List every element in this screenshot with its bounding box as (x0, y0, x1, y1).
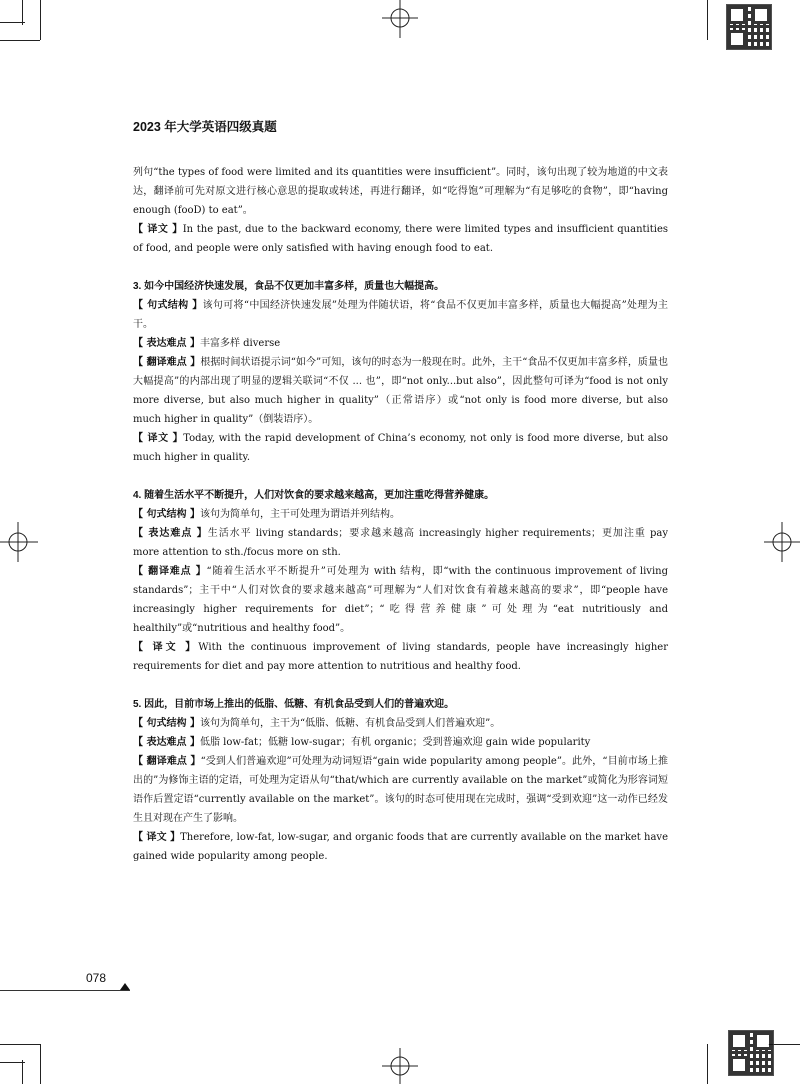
paragraph: 【 翻译难点 】“受到人们普遍欢迎”可处理为动词短语“gain wide popularity among people”。此外，“目前市场上推出的”为修饰主语的定语，可处理为定语从句“that/which are currently available on the market”或简化为形容词短语作后置定语“currently available on the market”。该句的时态可使用现在完成时，强调“受到欢迎”这一动作已经发生且对现在产生了影响。 (133, 756, 668, 824)
translation-paragraph: 【 译文 】Therefore, low-fat, low-sugar, and organic foods that are currently available on the market have gained wide popularity among people. (133, 832, 668, 862)
translation-paragraph: 【 译文 】Today, with the rapid development of China’s economy, not only is food more diverse, but also much higher in quality. (133, 433, 669, 463)
section-tag: 【 翻译难点 】 (133, 357, 201, 368)
crop-mark (0, 22, 25, 23)
paragraph: 【 翻译难点 】“随着生活水平不断提升”可处理为 with 结构，即“with the continuous improvement of living standards”；主干中“人们对饮食的要求越来越高”可理解为“人们对饮食有着越来越高的要求”，即“people have increasingly higher requirements for diet”；“吃得营养健康”可处理为“eat nutritiously and healthily”或“nutritious and healthy food”。 (133, 566, 668, 634)
page-number: 078 (86, 971, 107, 985)
qr-code-icon (726, 4, 772, 50)
section-tag: 【 表达难点 】 (133, 528, 208, 539)
crop-mark (707, 0, 708, 40)
paragraph: 【 句式结构 】该句可将“中国经济快速发展”处理为伴随状语，将“食品不仅更加丰富多样，质量也大幅提高”处理为主干。 (133, 300, 669, 330)
section-tag: 【 句式结构 】 (133, 509, 200, 520)
paragraph: 列句“the types of food were limited and its quantities were insufficient”。同时，该句出现了较为地道的中文表达，翻译前可先对原文进行核心意思的提取或转述，再进行翻译，如“吃得饱”可理解为“有足够吃的食物”，即“having enough (fooD) to eat”。 (133, 167, 668, 216)
section-tag: 【 译文 】 (133, 433, 184, 444)
section-tag: 【 译文 】 (133, 224, 183, 235)
crop-mark (0, 40, 40, 41)
section-tag: 【 译文 】 (133, 832, 181, 843)
page-content (133, 163, 668, 866)
crop-mark (707, 1044, 708, 1084)
crop-mark (0, 1044, 40, 1045)
question-heading: 3. 如今中国经济快速发展，食品不仅更加丰富多样，质量也大幅提高。 (133, 281, 445, 292)
section-tag: 【 表达难点 】 (133, 338, 200, 349)
paragraph: 【 表达难点 】丰富多样 diverse (133, 338, 281, 349)
qr-code-icon (728, 1030, 774, 1076)
page-title: 2023 年大学英语四级真题 (133, 120, 277, 134)
question-heading: 5. 因此，目前市场上推出的低脂、低糖、有机食品受到人们的普遍欢迎。 (133, 699, 455, 710)
section-tag: 【 句式结构 】 (133, 718, 200, 729)
triangle-icon (120, 983, 130, 990)
paragraph: 【 句式结构 】该句为简单句，主干可处理为谓语并列结构。 (133, 509, 400, 520)
footer-rule (0, 990, 130, 991)
section-tag: 【 译文 】 (133, 642, 199, 653)
registration-mark-icon (0, 520, 40, 564)
paragraph: 【 翻译难点 】根据时间状语提示词“如今”可知，该句的时态为一般现在时。此外，主干“食品不仅更加丰富多样，质量也大幅提高”的内部出现了明显的逻辑关联词“不仅 ... 也”，即“not only...but also”，因此整句可译为“food is not only more diverse, but also much higher in quality”（正常语序）或“not only is food more diverse, but also much higher in quality”（倒装语序）。 (133, 357, 668, 425)
paragraph: 【 表达难点 】低脂 low-fat；低糖 low-sugar；有机 organic；受到普遍欢迎 gain wide popularity (133, 737, 591, 748)
registration-mark-icon (380, 1046, 420, 1084)
section-tag: 【 表达难点 】 (133, 737, 200, 748)
crop-mark (40, 1044, 41, 1084)
crop-mark (22, 1060, 23, 1084)
registration-mark-icon (380, 0, 420, 40)
crop-mark (40, 0, 41, 40)
paragraph: 【 句式结构 】该句为简单句，主干为“低脂、低糖、有机食品受到人们普遍欢迎”。 (133, 718, 501, 729)
question-heading: 4. 随着生活水平不断提升，人们对饮食的要求越来越高，更加注重吃得营养健康。 (133, 490, 495, 501)
section-tag: 【 翻译难点 】 (133, 566, 207, 577)
translation-paragraph: 【 译文 】With the continuous improvement of living standards, people have increasingly higher requirements for diet and pay more attention to nutritious and healthy food. (133, 642, 668, 672)
registration-mark-icon (762, 520, 800, 564)
section-tag: 【 翻译难点 】 (133, 756, 201, 767)
paragraph: 【 表达难点 】生活水平 living standards；要求越来越高 increasingly higher requirements；更加注重 pay more attention to sth./focus more on sth. (133, 528, 668, 558)
crop-mark (0, 1062, 25, 1063)
section-tag: 【 句式结构 】 (133, 300, 203, 311)
translation-paragraph: 【 译文 】In the past, due to the backward economy, there were limited types and insufficient quantities of food, and people were only satisfied with having enough food to eat. (133, 224, 668, 254)
